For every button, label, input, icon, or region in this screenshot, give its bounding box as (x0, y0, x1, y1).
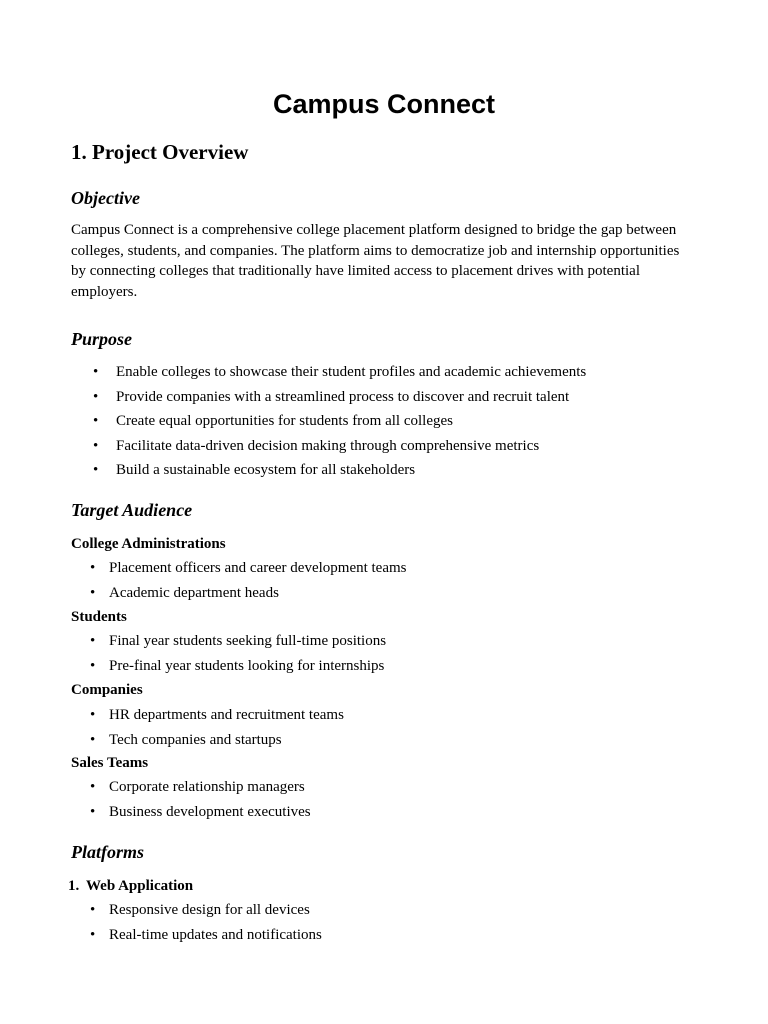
bullet-icon: • (90, 560, 96, 576)
section-heading-project-overview: 1. Project Overview (71, 140, 249, 164)
list-item-text: Build a sustainable ecosystem for all stakeholders (116, 462, 416, 478)
audience-group-label: Sales Teams (71, 755, 149, 771)
bullet-icon: • (93, 413, 99, 429)
list-item (93, 460, 586, 485)
list-item (90, 900, 322, 925)
list-item-text: Academic department heads (109, 584, 279, 601)
list-item (90, 705, 344, 730)
list-item (93, 362, 586, 387)
list-item-text: Business development executives (109, 803, 311, 820)
bullet-icon: • (90, 584, 96, 601)
list-item (93, 387, 586, 412)
objective-paragraph: Campus Connect is a comprehensive college placement platform designed to bridge the gap between colleges, students, and companies. The platform aims to democratize job and internship opportunities by connecting colleges that traditionally have limited access to placement drives with potential employers. (71, 222, 680, 300)
platform-entry-heading (68, 876, 193, 896)
document-title: Campus Connect (272, 89, 496, 119)
list-item-text: Tech companies and startups (109, 731, 282, 748)
list-item (90, 777, 311, 802)
bullet-icon: • (90, 707, 96, 723)
heading-purpose: Purpose (71, 329, 133, 349)
list-item (90, 925, 322, 950)
list-item (90, 558, 407, 583)
list-item-text: Enable colleges to showcase their student profiles and academic achievements (116, 364, 587, 380)
list-item-text: Provide companies with a streamlined process to discover and recruit talent (116, 388, 570, 405)
list-item (90, 730, 344, 755)
list-item (90, 631, 386, 656)
platform-feature-list (90, 900, 322, 949)
list-item-text: Placement officers and career development teams (109, 560, 407, 576)
heading-target-audience: Target Audience (71, 500, 193, 520)
list-item-text: Pre-final year students looking for internships (109, 657, 385, 674)
audience-group-label: College Administrations (71, 536, 226, 552)
list-item (90, 656, 386, 681)
bullet-icon: • (93, 388, 99, 405)
bullet-icon: • (90, 779, 96, 795)
list-item (90, 802, 311, 827)
list-item-text: Final year students seeking full-time positions (109, 633, 387, 649)
audience-group-label: Companies (71, 682, 143, 698)
audience-group-list (90, 777, 311, 826)
purpose-list (93, 362, 586, 485)
list-item-text: Responsive design for all devices (109, 902, 310, 918)
bullet-icon: • (90, 803, 96, 820)
audience-group-list (90, 705, 344, 754)
heading-platforms: Platforms (71, 842, 145, 862)
bullet-icon: • (90, 657, 96, 674)
bullet-icon: • (93, 437, 99, 454)
list-item (90, 583, 407, 608)
bullet-icon: • (90, 731, 96, 748)
audience-group-list (90, 558, 407, 607)
platform-entry-number: 1. (68, 878, 80, 894)
heading-objective: Objective (71, 188, 140, 208)
bullet-icon: • (93, 462, 99, 478)
list-item (93, 411, 586, 436)
platform-entry-label: Web Application (86, 878, 194, 894)
bullet-icon: • (90, 926, 96, 943)
bullet-icon: • (90, 902, 96, 918)
list-item-text: Create equal opportunities for students from all colleges (116, 413, 453, 429)
list-item (93, 436, 586, 461)
list-item-text: Corporate relationship managers (109, 779, 305, 795)
audience-group-label: Students (71, 609, 127, 625)
audience-group-list (90, 631, 386, 680)
bullet-icon: • (90, 633, 96, 649)
bullet-icon: • (93, 364, 99, 380)
list-item-text: Real-time updates and notifications (109, 926, 322, 943)
list-item-text: HR departments and recruitment teams (109, 707, 344, 723)
list-item-text: Facilitate data-driven decision making through comprehensive metrics (116, 437, 540, 454)
